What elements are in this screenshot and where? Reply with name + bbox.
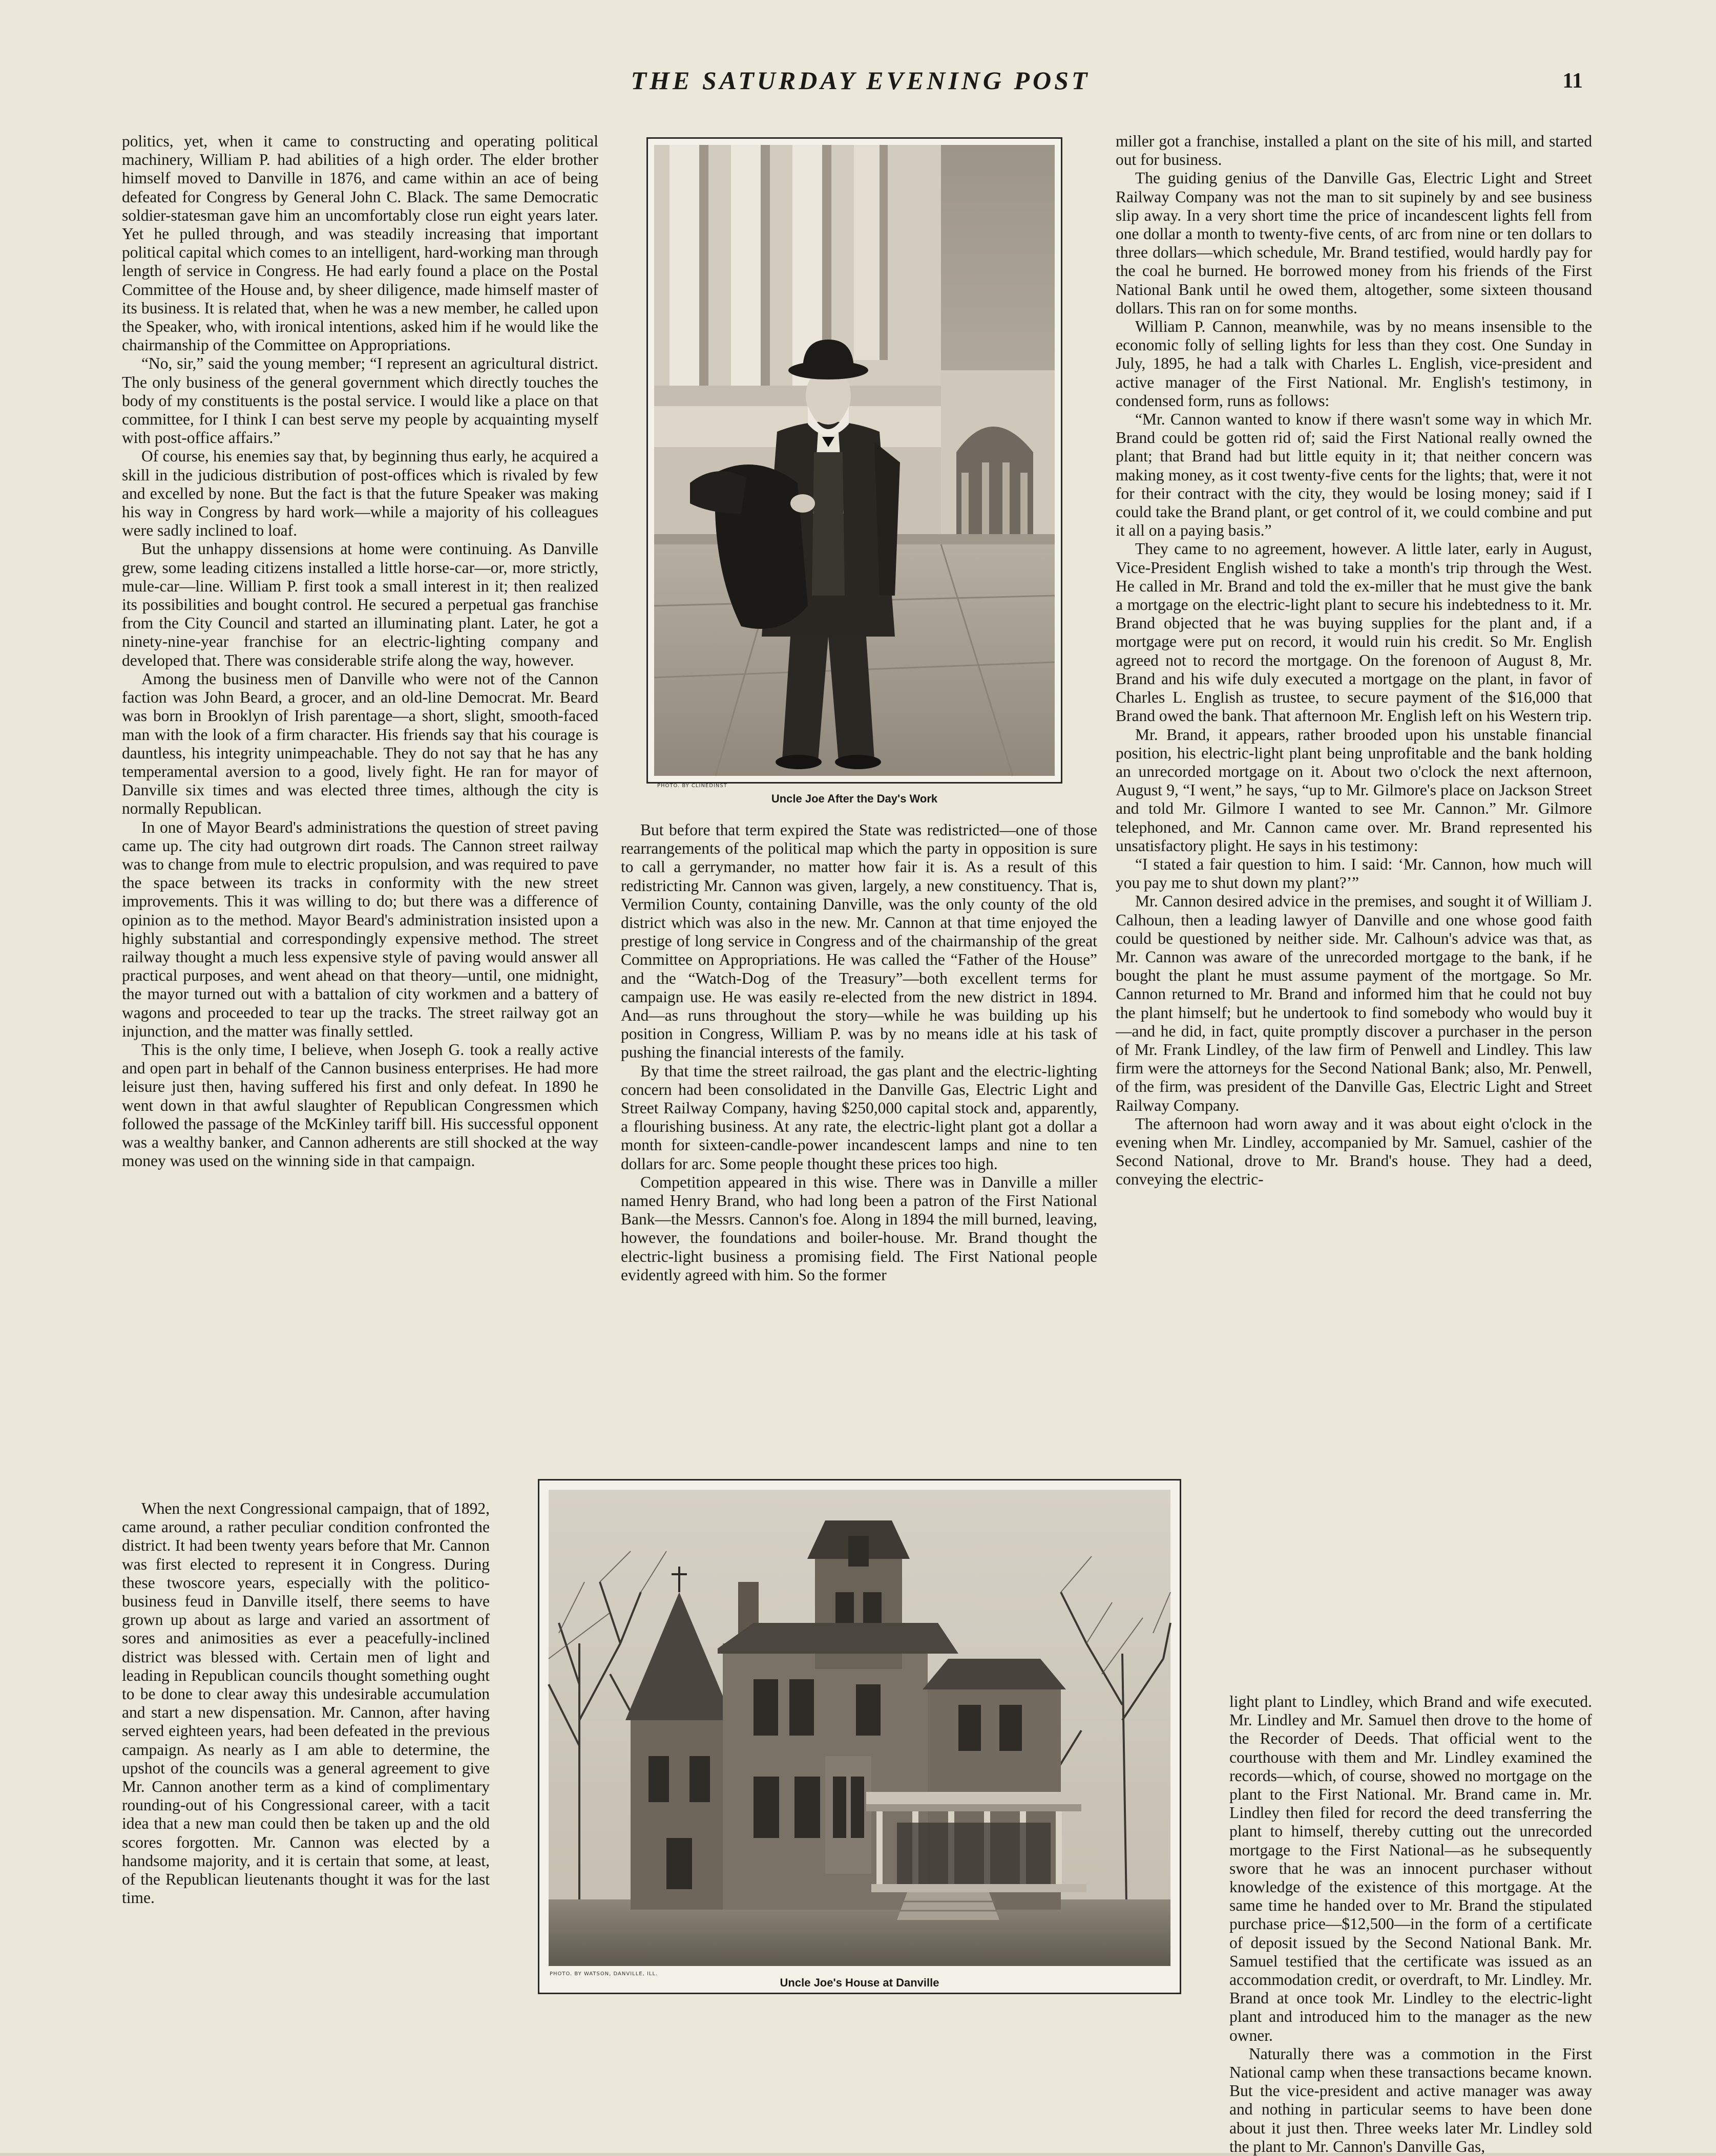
paragraph: politics, yet, when it came to constructing and operating political machinery, William P. had abilities of a high order. The elder brother himself moved to Danville in 1876, and came within an ace of being defeated for Congress by General John C. Black. The same Democratic soldier-statesman gave him an uncomfortably close run eight years later. Yet he pulled through, and was steadily increasing that important political capital which comes to an intelligent, hard-working man through length of service in Congress. He had early found a place on the Postal Committee of the House and, by sheer diligence, made himself master of its business. It is related that, when he was a new member, he called upon the Speaker, who, with ironical intentions, asked him if he would like the chairmanship of the Committee on Appropriations. (122, 132, 598, 354)
article-column-3 (1116, 132, 1592, 1693)
portrait-photo (654, 145, 1055, 776)
masthead: THE SATURDAY EVENING POST (631, 66, 1091, 95)
paragraph: Among the business men of Danville who were not of the Cannon faction was John Beard, a grocer, and an old-line Democrat. Mr. Beard was born in Brooklyn of Irish parentage—a short, slight, smooth-faced man with the look of a firm character. His friends say that his courage is dauntless, his integrity unimpeachable. They do not say that he has any temperamental aversion to a good, lively fight. He ran for mayor of Danville six times and was elected three times, although the city is normally Republican. (122, 669, 598, 818)
paragraph: “I stated a fair question to him. I said: ‘Mr. Cannon, how much will you pay me to shut down my plant?’” (1116, 855, 1592, 892)
paragraph: “No, sir,” said the young member; “I represent an agricultural district. The only business of the general government which directly touches the body of my constituents is the postal service. I would like a place on that committee, for I think I can best serve my people by acquainting myself with post-office affairs.” (122, 354, 598, 447)
house-photo-credit: PHOTO. BY WATSON, DANVILLE, ILL. (550, 1971, 658, 1977)
paragraph: “Mr. Cannon wanted to know if there wasn't some way in which Mr. Brand could be gotten rid of; said the First National really owned the plant; that Brand had but little equity in it; that neither concern was making money, as it cost twenty-five cents for the lights; that, were it not for their contract with the city, they would be losing money; said if I could take the Brand plant, or get control of it, we could combine and put it all on a paying basis.” (1116, 410, 1592, 540)
paragraph: William P. Cannon, meanwhile, was by no means insensible to the economic folly of selling lights for less than they cost. One Sunday in July, 1895, he had a talk with Charles L. English, vice-president and active manager of the First National. Mr. English's testimony, in condensed form, runs as follows: (1116, 318, 1592, 410)
paragraph: But before that term expired the State was redistricted—one of those rearrangements of the political map which the party in opposition is sure to call a gerrymander, no matter how fair it is. As a result of this redistricting Mr. Cannon was given, largely, a new constituency. That is, Vermilion County, containing Danville, was the only county of the old district which was also in the new. Mr. Cannon at that time enjoyed the prestige of long service in Congress and of the chairmanship of the great Committee on Appropriations. He was called the “Father of the House” and the “Watch-Dog of the Treasury”—both excellent terms for campaign use. He was easily re-elected from the new district in 1894. And—as runs throughout the story—while he was building up his position in Congress, William P. was by no means idle at his task of pushing the financial interests of the family. (621, 821, 1097, 1062)
paragraph: Competition appeared in this wise. There was in Danville a miller named Henry Brand, who had long been a patron of the First National Bank—the Messrs. Cannon's foe. Along in 1894 the mill burned, leaving, however, the foundations and boiler-house. Mr. Brand thought the electric-light business a promising field. The First National people evidently agreed with him. So the former (621, 1173, 1097, 1284)
portrait-photo-illustration (654, 145, 1055, 776)
article-column-3-narrow (1229, 1693, 1592, 2155)
portrait-photo-credit: PHOTO. BY CLINEDINST (657, 783, 727, 789)
house-photo (549, 1490, 1170, 1966)
paragraph: But the unhappy dissensions at home were continuing. As Danville grew, some leading citizens installed a little horse-car—or, more strictly, mule-car—line. William P. first took a small interest in it; then realized its possibilities and bought control. He secured a perpetual gas franchise from the City Council and started an illuminating plant. Later, he got a ninety-nine-year franchise for an electric-lighting company and developed that. There was considerable strife along the way, however. (122, 540, 598, 669)
paragraph: The afternoon had worn away and it was about eight o'clock in the evening when Mr. Lindley, accompanied by Mr. Samuel, cashier of the Second National, drove to Mr. Brand's house. They had a deed, conveying the electric- (1116, 1114, 1592, 1189)
paragraph: The guiding genius of the Danville Gas, Electric Light and Street Railway Company was not the man to sit supinely by and see business slip away. In a very short time the price of incandescent lights fell from one dollar a month to twenty-five cents, of arc from nine or ten dollars to three dollars—which schedule, Mr. Brand testified, would hardly pay for the coal he burned. He borrowed money from his friends of the First National Bank until he owed them, altogether, some sixteen thousand dollars. This ran on for some months. (1116, 169, 1592, 317)
paragraph: Mr. Brand, it appears, rather brooded upon his unstable financial position, his electric-light plant being unprofitable and the bank holding an unrecorded mortgage on it. About two o'clock the next afternoon, August 9, “I went,” he says, “up to Mr. Gilmore's place on Jackson Street and told Mr. Gilmore I wanted to see Mr. Cannon.” Mr. Gilmore telephoned, and Mr. Cannon came over. Mr. Brand represented his unsatisfactory plight. He says in his testimony: (1116, 725, 1592, 855)
portrait-caption: Uncle Joe After the Day's Work (771, 792, 938, 805)
paragraph: Mr. Cannon desired advice in the premises, and sought it of William J. Calhoun, then a leading lawyer of Danville and one whose good faith could be questioned by neither side. Mr. Calhoun's advice was that, as Mr. Cannon was aware of the unrecorded mortgage to the bank, if he bought the plant he must assume payment of the mortgage. So Mr. Cannon returned to Mr. Brand and informed him that he could not buy the plant himself; but he undertook to find somebody who would buy it—and he did, in fact, quite promptly discover a purchaser in the person of Mr. Frank Lindley, of the law firm of Penwell and Lindley. This law firm were the attorneys for the Second National Bank; also, Mr. Penwell, of the firm, was president of the Danville Gas, Electric Light and Street Railway Company. (1116, 892, 1592, 1114)
article-column-1-narrow (122, 1499, 490, 2017)
paragraph: By that time the street railroad, the gas plant and the electric-lighting concern had been consolidated in the Danville Gas, Electric Light and Street Railway Company, having $250,000 capital stock and, apparently, a flourishing business. At any rate, the electric-light plant got a dollar a month for sixteen-candle-power incandescent lamps and nine to ten dollars for arc. Some people thought these prices too high. (621, 1062, 1097, 1173)
paragraph: They came to no agreement, however. A little later, early in August, Vice-President English wished to take a month's trip through the West. He called in Mr. Brand and told the ex-miller that he must give the bank a mortgage on the electric-light plant to secure his indebtedness to it. Mr. Brand objected that he was buying supplies for the plant and, if a mortgage were put on record, it would ruin his credit. So Mr. English agreed not to record the mortgage. On the forenoon of August 8, Mr. Brand and his wife duly executed a mortgage on the plant, in favor of Charles L. English as trustee, to secure payment of the $16,000 that Brand owed the bank. That afternoon Mr. English left on his Western trip. (1116, 540, 1592, 725)
house-figure (538, 1479, 1181, 1994)
page-number: 11 (1562, 69, 1583, 93)
article-column-2 (621, 821, 1097, 1448)
house-caption: Uncle Joe's House at Danville (780, 1976, 939, 1989)
paragraph: When the next Congressional campaign, that of 1892, came around, a rather peculiar condition confronted the district. It had been twenty years before that Mr. Cannon was first elected to represent it in Congress. During these twoscore years, especially with the politico-business feud in Danville itself, there seems to have grown up about as large and varied an assortment of sores and animosities as ever a peacefully-inclined district was blessed with. Certain men of light and leading in Republican councils thought something ought to be done to clear away this undesirable accumulation and start a new dispensation. Mr. Cannon, after having served eighteen years, had been defeated in the previous campaign. As nearly as I am able to determine, the upshot of the councils was a general agreement to give Mr. Cannon another term as a kind of complimentary rounding-out of his Congressional career, with a tacit idea that a new man could then be taken up and the old scores forgotten. Mr. Cannon was elected by a handsome majority, and it is certain that some, at least, of the Republican lieutenants thought it was for the last time. (122, 1499, 490, 1907)
paragraph: Of course, his enemies say that, by beginning thus early, he acquired a skill in the judicious distribution of post-offices which is rivaled by few and excelled by none. But the fact is that the future Speaker was making his way in Congress by hard work—while a majority of his colleagues were sadly inclined to loaf. (122, 447, 598, 540)
paragraph: In one of Mayor Beard's administrations the question of street paving came up. The city had outgrown dirt roads. The Cannon street railway was to change from mule to electric propulsion, and was required to pave the space between its tracks in conformity with the new street improvements. This it was willing to do; but there was a difference of opinion as to the method. Mayor Beard's administration insisted upon a highly substantial and correspondingly expensive method. The street railway thought a much less expensive style of paving would answer all practical purposes, and went ahead on that theory—until, one midnight, the mayor turned out with a battalion of city workmen and a battery of wagons and proceeded to tear up the tracks. The street railway got an injunction, and the matter was finally settled. (122, 818, 598, 1040)
paragraph: Naturally there was a commotion in the First National camp when these transactions became known. But the vice-president and active manager was away and nothing in particular seems to have been done about it just then. Three weeks later Mr. Lindley sold the plant to Mr. Cannon's Danville Gas, (1229, 2044, 1592, 2155)
house-photo-illustration (549, 1490, 1170, 1966)
paragraph: miller got a franchise, installed a plant on the site of his mill, and started out for business. (1116, 132, 1592, 169)
paragraph: light plant to Lindley, which Brand and wife executed. Mr. Lindley and Mr. Samuel then drove to the home of the Recorder of Deeds. That official went to the courthouse with them and Mr. Lindley examined the records—which, of course, showed no mortgage on the plant to the First National. Mr. Brand came in. Mr. Lindley then filed for record the deed transferring the plant to himself, thereby cutting out the unrecorded mortgage to the First National—as he subsequently swore that he was an innocent purchaser without knowledge of the existence of this mortgage. At the same time he handed over to Mr. Brand the stipulated purchase price—$12,500—in the form of a certificate of deposit issued by the Second National Bank. Mr. Samuel testified that the certificate was issued as an accommodation credit, or overdraft, to Mr. Lindley. Mr. Brand at once took Mr. Lindley to the electric-light plant and introduced him to the manager as the new owner. (1229, 1693, 1592, 2044)
paragraph: This is the only time, I believe, when Joseph G. took a really active and open part in behalf of the Cannon business enterprises. He had more leisure just then, having suffered his first and only defeat. In 1890 he went down in that awful slaughter of Republican Congressmen which followed the passage of the McKinley tariff bill. His successful opponent was a wealthy banker, and Cannon adherents are still shocked at the way money was used on the winning side in that campaign. (122, 1040, 598, 1170)
article-column-1 (122, 132, 598, 1499)
page-header (118, 66, 1603, 112)
portrait-figure (646, 137, 1062, 805)
